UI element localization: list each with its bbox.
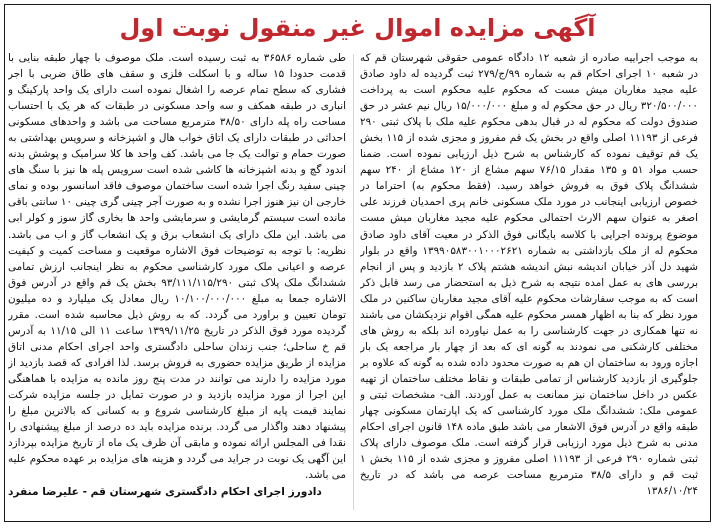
notice-header <box>5 5 710 51</box>
notice-column-right <box>360 50 698 512</box>
notice-text-left: طی شماره ۳۶۵۸۶ به ثبت رسیده است. ملک موصوف با چهار طبقه بنایی با قدمت حدودا ۱۵ ساله و با اسکلت فلزی و سقف های طاق ضربی با اجر فشاری که سطح تمام عرصه را اشغال نموده است دارای یک واحد پارکینگ و انباری در طبقه همکف و سه واحد مسکونی در طبقات که هر یک با احتساب مساحت راه پله دارای ۳۸/۵۰ مترمربع مساحت می باشد و واحدهای مسکونی احداثی در طبقات دارای یک اتاق خواب هال و اشپزخانه و سرویس بهداشتی به صورت حمام و توالت یک جا می باشد. کف واحد ها کلا سرامیک و پوشش بدنه اندود گچ و بدنه اشپزخانه ها کاشی شده است سرویس پله ها نیز با سنگ های چینی سفید رنگ اجرا شده است ساختمان موصوف فاقد اسانسور بوده و نمای خارجی ان نیز هنوز اجرا نشده و به صورت آجر چینی گری چینی ۱۰ سانتی باقی مانده است سیستم گرمایشی و سرمایشی واحد ها بخاری گاز سوز و کولر ابی می باشد. این ملک دارای یک انشعاب برق و یک انشعاب گاز و اب می باشد. نظریه: با توجه به توضیحات فوق الاشاره موقعیت و مساحت کمیت و کیفیت عرصه و اعیانی ملک مورد کارشناسی محکوم به نظر اینجانب ارزش تمامی ششدانگ ملک پلاک ثبتی ۹۳/۱۱۱/۱۱۵/۲۹۰ بخش یک قم واقع در آدرس فوق الاشاره جمعا به مبلغ ۱۰/۱۰۰/۰۰۰/۰۰۰ ریال معادل یک میلیارد و ده میلیون تومان تعیین و براورد می گردد. که به روش ذیل محاسبه شده است. مقرر گردیده مورد فوق الذکر در تاریخ ۱۳۹۹/۱۱/۲۵ ساعت ۱۱ الی ۱۱/۱۵ به آدرس قم خ ساحلی؛ جنب زندان ساحلی دادگستری واحد اجرای احکام مدنی اتاق مزایده از طریق مزایده حضوری به فروش برسد. لذا افرادی که قصد بازدید از مورد مزایده را دارند می توانند در مدت پنج روز مانده به مزایده با هماهنگی این اجرا از مورد مزایده بازدید و در صورت تمایل در جلسه مزایده شرکت نمایند قیمت پایه از مبلغ کارشناسی شروع و به کسانی که بالاترین مبلغ را پیشنهاد دهند واگذار می گردد. برنده مزایده باید ده درصد از مبلغ پیشنهادی را نقدا فی المجلس ارائه نموده و مابقی آن ظرف یک ماه از تاریخ مزایده بپردازد این آگهی یک نوبت در جراید می گردد و هزینه های مزایده بر عهده محکوم علیه می باشد. <box>8 52 346 482</box>
notice-body <box>8 50 698 512</box>
notice-title: آگهی مزایده اموال غیر منقول نوبت اول <box>119 14 596 42</box>
notice-text-right: به موجب اجراییه صادره از شعبه ۱۲ دادگاه عمومی حقوقی شهرستان قم که در شعبه ۱۰ اجرای احکام قم به شماره ۹۹/ج/۲۷۹ ثبت گردیده له داود صادق علیه مجید مغاربان میش مست که محکوم علیه محکوم است به پرداخت ۳۲۰/۵۰۰/۰۰۰ ریال در حق محکوم له و مبلغ ۱۵/۰۰۰/۰۰۰ ریال نیم عشر در حق صندوق دولت که محکوم له در قبال بدهی محکوم علیه ملک با پلاک ثبتی ۲۹۰ فرعی از ۱۱۱۹۳ اصلی واقع در بخش یک قم مفروز و مجزی شده از ۱۱۵ بخش یک قم توقیف نموده که کارشناس به شرح ذیل ارزیابی نموده است. ضمنا حسب مواد ۵۱ و ۱۳۵ مقدار ۷۶/۱۵ سهم مشاع از ۱۲۰ مشاع از ۲۴۰ سهم ششدانگ پلاک فوق به فروش خواهد رسید. (فقط محکوم به) احتراما در خصوص ارزیابی اینجانب در مورد ملک مسکونی خانم پری احمدیان فرزند علی اصغر به عنوان سهم الارث احتمالی محکوم علیه مجید مغاربان میش مست موضوع پرونده اجرایی با کلاسه بایگانی فوق الذکر در معیت آقای داود صادق محکوم له از ملک بازداشتی به شماره ۱۳۹۹۰۵۸۳۰۰۱۰۰۰۲۶۲۱ واقع در بلوار شهید دل آذر خیابان اندیشه نبش اندیشه هشتم پلاک ۲ بازدید و پس از انجام بررسی های به عمل امده نتیجه به شرح ذیل به استحضار می رسد قابل ذکر است که به موجب سفارشات محکوم علیه آقای مجید مغاربان ساکنین در ملک مورد نظر که بنا به اظهار همسر محکوم علیه همگی اقوام نزدیکشان می باشند نه تنها همکاری در جهت کارشناسی را به عمل نیاورده اند بلکه به روش های مختلفی کارشکنی می نمودند به گونه ای که بعد از چهار بار مراجعه یک بار اجازه ورود به ساختمان ان هم به صورت محدود داده شده به گونه که علاوه بر جلوگیری از بازدید کارشناس از تمامی طبقات و نقاط مختلف ساختمان از تهیه عکس در داخل ساختمان نیز ممانعت به عمل آوردند. الف- مشخصات ثبتی و عمومی ملک: ششدانگ ملک مورد کارشناسی که یک اپارتمان مسکونی چهار طبقه واقع در آدرس فوق الاشعار می باشد طبق ماده ۱۴۸ قانون اجرای احکام مدنی به شرح ذیل مورد ارزیابی قرار گرفته است. ملک موصوف دارای پلاک ثبتی شماره ۲۹۰ فرعی از ۱۱۱۹۳ اصلی مفروز و مجزی شده از ۱۱۵ بخش ۱ ثبت قم و دارای ۳۸/۵ مترمربع مساحت عرصه می باشد که در تاریخ ۱۳۸۶/۱۰/۲۴ <box>360 52 698 498</box>
notice-column-left <box>8 50 346 512</box>
notice-signature: دادورز اجرای احکام دادگستری شهرستان قم - علیرضا منفرد <box>8 486 322 499</box>
